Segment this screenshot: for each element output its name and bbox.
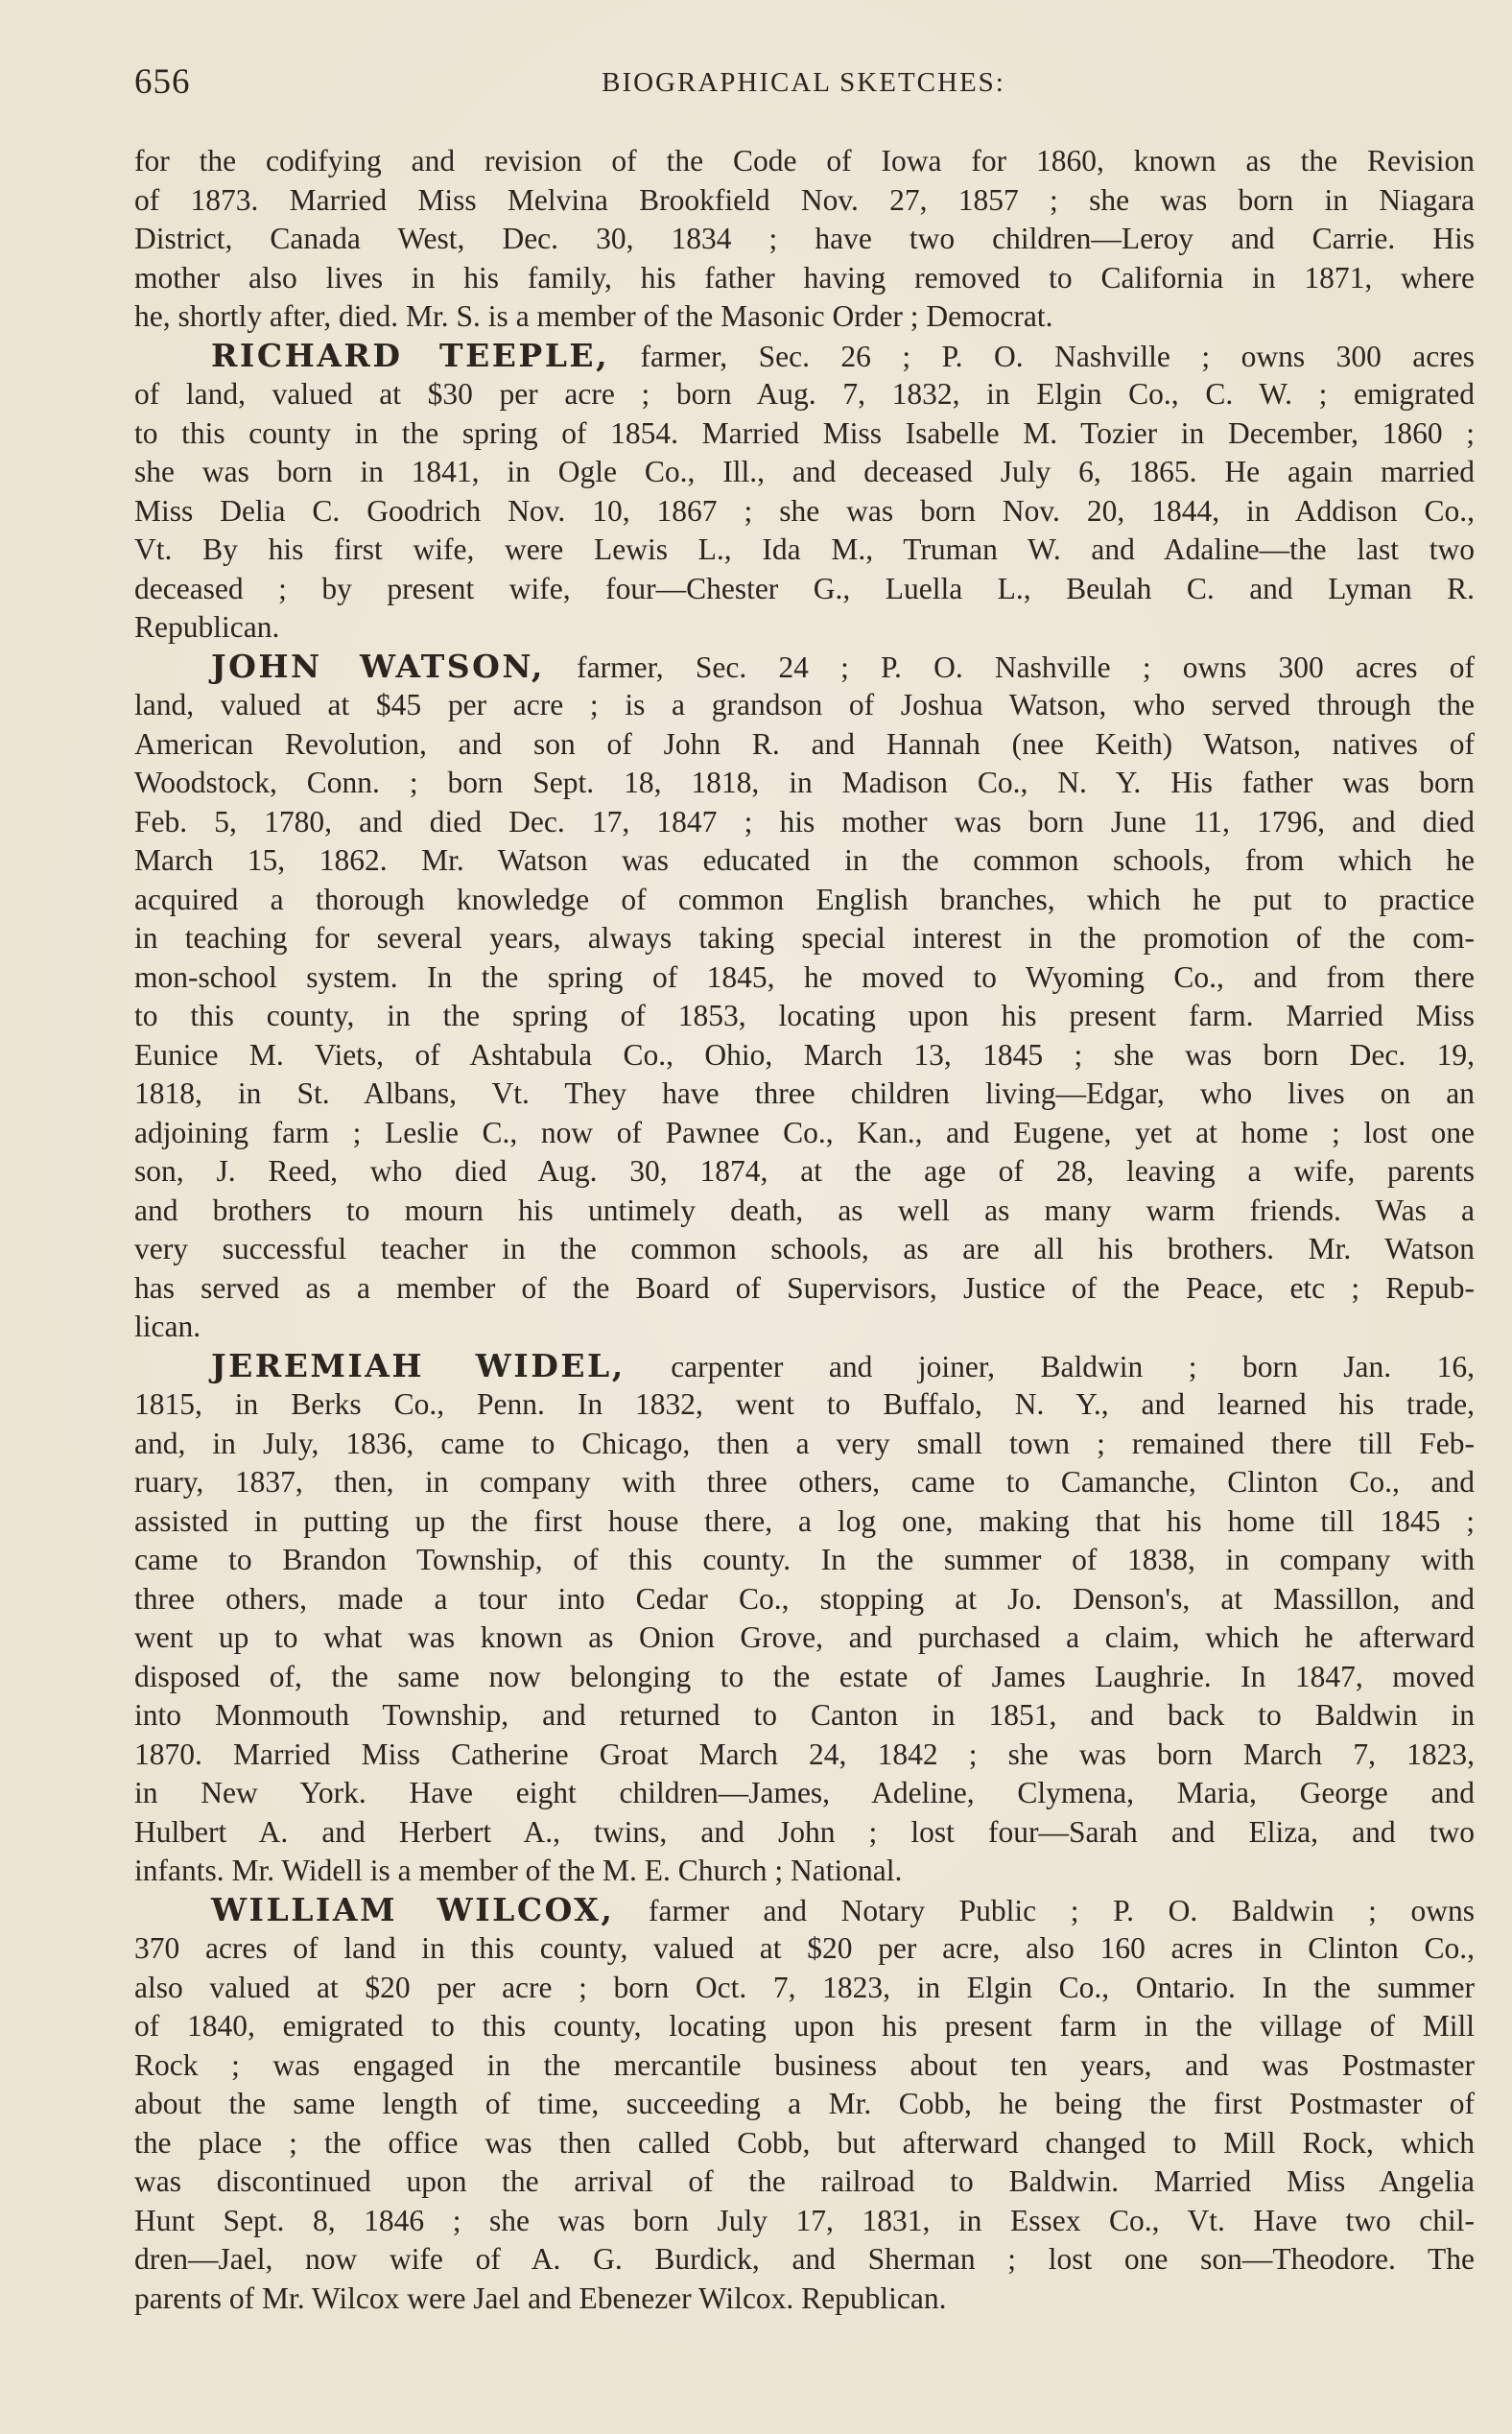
entry-first-line <box>134 648 1475 687</box>
text-line <box>134 1658 1475 1697</box>
text-line <box>134 1192 1475 1231</box>
line-text: in New York. Have eight children—James, Adeline, Clymena, Maria, George and <box>134 1776 1475 1809</box>
line-text: into Monmouth Township, and returned to Canton in 1851, and back to Baldwin in <box>134 1698 1475 1732</box>
line-text: land, valued at $45 per acre ; is a grandson of Joshua Watson, who served through the <box>134 688 1475 721</box>
line-text: has served as a member of the Board of Supervisors, Justice of the Peace, etc ; Repub- <box>134 1270 1475 1305</box>
entry-first-line <box>134 1347 1475 1386</box>
line-text: mon-school system. In the spring of 1845, he moved to Wyoming Co., and from there <box>134 959 1475 994</box>
line-text: the place ; the office was then called Cobb, but afterward changed to Mill Rock, which <box>134 2125 1475 2160</box>
line-text: March 15, 1862. Mr. Watson was educated in the common schools, from which he <box>134 843 1475 877</box>
line-text: farmer and Notary Public ; P. O. Baldwin ; owns <box>614 1893 1475 1927</box>
entry-first-line <box>134 1891 1475 1930</box>
line-text: son, J. Reed, who died Aug. 30, 1874, at the age of 28, leaving a wife, parents <box>134 1154 1475 1188</box>
text-line <box>134 1463 1475 1502</box>
line-text: and brothers to mourn his untimely death, as well as many warm friends. Was a <box>134 1193 1475 1227</box>
text-line <box>134 1969 1475 2008</box>
line-text: Hulbert A. and Herbert A., twins, and John ; lost four—Sarah and Eliza, and two <box>134 1814 1475 1849</box>
text-line <box>134 997 1475 1036</box>
text-line <box>134 803 1475 842</box>
line-text: very successful teacher in the common schools, as are all his brothers. Mr. Watson <box>134 1232 1475 1265</box>
line-text: Miss Delia C. Goodrich Nov. 10, 1867 ; she was born Nov. 20, 1844, in Addison Co., <box>134 493 1475 528</box>
line-text: also valued at $20 per acre ; born Oct. 7, 1823, in Elgin Co., Ontario. In the summer <box>134 1970 1475 2004</box>
line-text: carpenter and joiner, Baldwin ; born Jan. 16, <box>625 1349 1475 1383</box>
text-line <box>134 1852 1475 1891</box>
line-text: in teaching for several years, always taking special interest in the promotion of the com- <box>134 921 1475 955</box>
line-text: of 1840, emigrated to this county, locating upon his present farm in the village of Mill <box>134 2009 1475 2043</box>
line-text: farmer, Sec. 26 ; P. O. Nashville ; owns 300 acres <box>609 339 1475 373</box>
text-line <box>134 1308 1475 1347</box>
line-text: dren—Jael, now wife of A. G. Burdick, and Sherman ; lost one son—Theodore. The <box>134 2242 1475 2276</box>
line-text: came to Brandon Township, of this county. In the summer of 1838, in company with <box>134 1543 1475 1576</box>
text-line <box>134 220 1475 259</box>
text-line <box>134 2007 1475 2046</box>
text-line <box>134 181 1475 221</box>
text-line <box>134 2046 1475 2086</box>
text-line <box>134 686 1475 725</box>
line-text: 1870. Married Miss Catherine Groat March 24, 1842 ; she was born March 7, 1823, <box>134 1737 1475 1771</box>
line-text: infants. Mr. Widell is a member of the M. E. Church ; National. <box>134 1854 903 1887</box>
text-line <box>134 259 1475 298</box>
text-line <box>134 764 1475 803</box>
line-text: disposed of, the same now belonging to the estate of James Laughrie. In 1847, moved <box>134 1659 1475 1693</box>
text-line <box>134 1075 1475 1114</box>
line-text: 1815, in Berks Co., Penn. In 1832, went to Buffalo, N. Y., and learned his trade, <box>134 1387 1475 1421</box>
line-text: 1818, in St. Albans, Vt. They have three children living—Edgar, who lives on an <box>134 1076 1475 1110</box>
text-line <box>134 1152 1475 1192</box>
text-line <box>134 1929 1475 1969</box>
text-line <box>134 1114 1475 1153</box>
line-text: adjoining farm ; Leslie C., now of Pawnee Co., Kan., and Eugene, yet at home ; lost one <box>134 1115 1475 1149</box>
running-head: BIOGRAPHICAL SKETCHES: <box>602 67 1005 98</box>
line-text: Republican. <box>134 610 280 644</box>
text-line <box>134 958 1475 998</box>
line-text: ruary, 1837, then, in company with three others, came to Camanche, Clinton Co., and <box>134 1465 1475 1499</box>
text-line <box>134 453 1475 492</box>
line-text: to this county, in the spring of 1853, locating upon his present farm. Married Miss <box>134 999 1475 1032</box>
line-text: Hunt Sept. 8, 1846 ; she was born July 17, 1831, in Essex Co., Vt. Have two chil- <box>134 2203 1475 2237</box>
line-text: to this county in the spring of 1854. Married Miss Isabelle M. Tozier in December, 1860 ; <box>134 415 1475 450</box>
line-text: farmer, Sec. 24 ; P. O. Nashville ; owns 300 acres of <box>544 650 1475 684</box>
line-text: lican. <box>134 1310 201 1343</box>
text-line <box>134 881 1475 920</box>
text-line <box>134 375 1475 414</box>
line-text: of 1873. Married Miss Melvina Brookfield Nov. 27, 1857 ; she was born in Niagara <box>134 182 1475 217</box>
text-line <box>134 841 1475 881</box>
text-line <box>134 1774 1475 1813</box>
text-line <box>134 1269 1475 1309</box>
text-line <box>134 1036 1475 1075</box>
line-text: and, in July, 1836, came to Chicago, then a very small town ; remained there till Feb- <box>134 1426 1475 1460</box>
text-line <box>134 1541 1475 1580</box>
text-line <box>134 725 1475 765</box>
text-line <box>134 297 1475 337</box>
text-line <box>134 1813 1475 1853</box>
text-line <box>134 492 1475 532</box>
text-line <box>134 1696 1475 1736</box>
person-name: JEREMIAH WIDEL, <box>211 1346 626 1384</box>
person-name: WILLIAM WILCOX, <box>211 1890 615 1928</box>
line-text: for the codifying and revision of the Code of Iowa for 1860, known as the Revision <box>134 144 1475 177</box>
page-number: 656 <box>134 62 191 102</box>
text-line <box>134 1385 1475 1425</box>
text-line <box>134 1502 1475 1542</box>
text-line <box>134 570 1475 609</box>
line-text: about the same length of time, succeeding a Mr. Cobb, he being the first Postmaster of <box>134 2087 1475 2120</box>
line-text: Eunice M. Viets, of Ashtabula Co., Ohio, March 13, 1845 ; she was born Dec. 19, <box>134 1037 1475 1072</box>
person-name: JOHN WATSON, <box>211 647 545 685</box>
line-text: assisted in putting up the first house there, a log one, making that his home till 1845 ; <box>134 1503 1475 1538</box>
line-text: 370 acres of land in this county, valued at $20 per acre, also 160 acres in Clinton Co., <box>134 1931 1475 1965</box>
text-line <box>134 142 1475 181</box>
line-text: deceased ; by present wife, four—Chester G., Luella L., Beulah C. and Lyman R. <box>134 571 1475 605</box>
line-text: mother also lives in his family, his father having removed to California in 1871, where <box>134 260 1475 295</box>
line-text: she was born in 1841, in Ogle Co., Ill., and deceased July 6, 1865. He again married <box>134 455 1475 488</box>
text-line <box>134 2162 1475 2202</box>
line-text: Feb. 5, 1780, and died Dec. 17, 1847 ; his mother was born June 11, 1796, and died <box>134 804 1475 839</box>
line-text: of land, valued at $30 per acre ; born Aug. 7, 1832, in Elgin Co., C. W. ; emigrated <box>134 377 1475 411</box>
person-name: RICHARD TEEPLE, <box>211 336 610 374</box>
body-text <box>134 142 1475 2318</box>
text-line <box>134 2124 1475 2163</box>
text-line <box>134 414 1475 454</box>
line-text: went up to what was known as Onion Grove, and purchased a claim, which he afterward <box>134 1620 1475 1654</box>
line-text: Woodstock, Conn. ; born Sept. 18, 1818, in Madison Co., N. Y. His father was born <box>134 766 1475 799</box>
page-header <box>134 61 1473 106</box>
line-text: American Revolution, and son of John R. and Hannah (nee Keith) Watson, natives of <box>134 726 1475 761</box>
text-line <box>134 1230 1475 1269</box>
text-line <box>134 1619 1475 1658</box>
text-line <box>134 2085 1475 2124</box>
text-line <box>134 531 1475 570</box>
text-line <box>134 1425 1475 1464</box>
entry-first-line <box>134 337 1475 376</box>
text-line <box>134 608 1475 648</box>
line-text: was discontinued upon the arrival of the railroad to Baldwin. Married Miss Angelia <box>134 2164 1475 2198</box>
text-line <box>134 919 1475 958</box>
line-text: acquired a thorough knowledge of common English branches, which he put to practice <box>134 882 1475 916</box>
line-text: parents of Mr. Wilcox were Jael and Ebenezer Wilcox. Republican. <box>134 2280 947 2315</box>
text-line <box>134 2280 1475 2319</box>
line-text: District, Canada West, Dec. 30, 1834 ; have two children—Leroy and Carrie. His <box>134 222 1475 255</box>
text-line <box>134 2202 1475 2241</box>
line-text: Vt. By his first wife, were Lewis L., Ida M., Truman W. and Adaline—the last two <box>134 532 1475 566</box>
line-text: he, shortly after, died. Mr. S. is a member of the Masonic Order ; Democrat. <box>134 299 1053 333</box>
text-line <box>134 1580 1475 1619</box>
line-text: three others, made a tour into Cedar Co., stopping at Jo. Denson's, at Massillon, and <box>134 1581 1475 1616</box>
line-text: Rock ; was engaged in the mercantile business about ten years, and was Postmaster <box>134 2047 1475 2082</box>
text-line <box>134 2240 1475 2280</box>
text-line <box>134 1736 1475 1775</box>
